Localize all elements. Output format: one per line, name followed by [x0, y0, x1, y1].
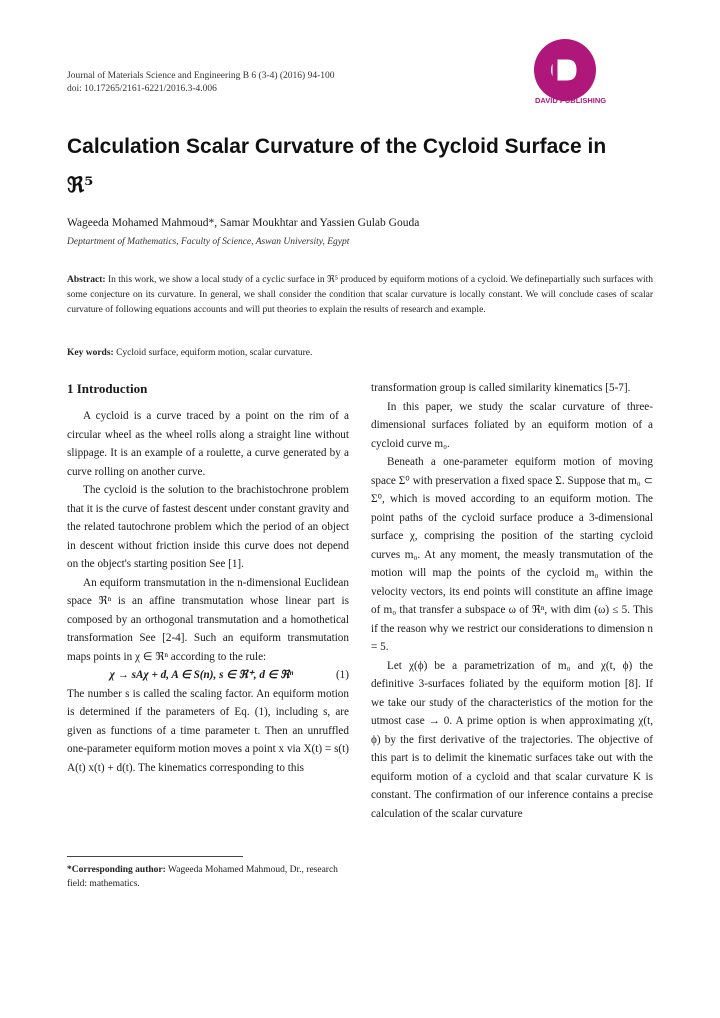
footnote: [67, 863, 349, 891]
abstract: [67, 273, 653, 318]
left-column: [67, 379, 349, 777]
right-column: [371, 379, 653, 823]
equation: [67, 666, 349, 685]
title-symbol: ℜ⁵: [67, 172, 94, 197]
paragraph: Beneath a one-parameter equiform motion of moving space Σ⁰ with preservation a fixed space Σ. Suppose that m₀ ⊂ Σ⁰, which is moved according to an equiform motion. The point paths of the cycloid surface produce a 3-dimensional surface χ, comprising the position of the starting cycloid curves m₀. At any moment, the measly transmutation of the motion will map the points of the cycloid m₀ within the velocity vectors, its end points will constitute an affine image of m₀ that transfer a subspace ω of ℜⁿ, with dim (ω) ≤ 5. This if the reason why we restrict our considerations to dimension n = 5.: [371, 456, 653, 653]
title-text: Calculation Scalar Curvature of the Cycloid Surface in: [67, 135, 607, 158]
abstract-label: Abstract:: [67, 275, 106, 285]
section-heading: 1 Introduction: [67, 381, 148, 396]
paragraph: transformation group is called similarity kinematics [5-7].: [371, 382, 631, 394]
paragraph: An equiform transmutation in the n-dimensional Euclidean space ℜⁿ is an affine transmutation whose linear part is composed by an orthogonal transmutation and a homothetical transformation See [2-4]. Such an equiform transmutation maps points in χ ∈ ℜⁿ according to the rule:: [67, 576, 349, 663]
paragraph: Let χ(ϕ) be a parametrization of m₀ and χ(t, ϕ) the definitive 3-surfaces foliated by the equiform motion [8]. If we take our study of the characteristics of the motion for the utmost case → 0. A prime option is when approximating χ(t, ϕ) by the first derivative of the trajectories. The objective of this part is to delimit the kinematic surfaces take out with the equiform motion of a cycloid and that scalar curvature K is constant. The confirmation of our inference contains a precise calculation of the scalar curvature: [371, 659, 653, 820]
equation-text: χ → sAχ + d, A ∈ S(n), s ∈ ℜ⁺, d ∈ ℜⁿ: [109, 669, 294, 681]
author-list: Wageeda Mohamed Mahmoud*, Samar Moukhtar and Yassien Gulab Gouda: [67, 217, 420, 229]
journal-citation: [67, 70, 335, 96]
publisher-logo-icon: [527, 37, 655, 107]
footnote-text: Wageeda Mohamed Mahmoud, Dr., research field: mathematics.: [67, 865, 338, 889]
equation-number: (1): [335, 669, 349, 681]
paragraph: In this paper, we study the scalar curvature of three-dimensional surfaces foliated by an equiform motion of a cycloid curve m₀.: [371, 400, 653, 450]
svg-text:DAVID PUBLISHING: DAVID PUBLISHING: [535, 96, 607, 105]
publisher-logo: [527, 37, 655, 107]
paragraph: The number s is called the scaling factor. An equiform motion is determined if the parameters of Eq. (1), including s, are given as functions of a time parameter t. Then an unruffled one-parameter equiform motion moves a point x via X(t) = s(t) A(t) x(t) + d(t). The kinematics corresponding to this: [67, 687, 349, 774]
doi-line: doi: 10.17265/2161-6221/2016.3-4.006: [67, 84, 217, 94]
footnote-label: *Corresponding author:: [67, 865, 166, 875]
paragraph: The cycloid is the solution to the brachistochrone problem that it is the curve of fastest descent under constant gravity and the related tautochrone problem which the period of an object in descent without friction inside this curve does not depend on the object's starting position See [1].: [67, 484, 349, 570]
journal-line: Journal of Materials Science and Engineering B 6 (3-4) (2016) 94-100: [67, 71, 335, 81]
keywords: [67, 348, 312, 358]
paragraph: A cycloid is a curve traced by a point on the rim of a circular wheel as the wheel rolls along a straight line without slippage. It is an example of a roulette, a curve generated by a curve rolling on another curve.: [67, 410, 349, 478]
keywords-label: Key words:: [67, 348, 114, 358]
abstract-text: In this work, we show a local study of a cyclic surface in ℜ⁵ produced by equiform motions of a cycloid. We definepartially such surfaces with some conjecture on its curvature. In general, we shall consider the condition that scalar curvature is locally constant. We will conclude cases of scalar curvature of following equations accounts and will put theories to explain the results of research and example.: [67, 275, 654, 315]
footnote-divider: [67, 856, 243, 857]
affiliation: Deptartment of Mathematics, Faculty of Science, Aswan University, Egypt: [67, 237, 350, 247]
paper-title: [67, 128, 667, 205]
keywords-text: Cycloid surface, equiform motion, scalar curvature.: [116, 348, 313, 358]
